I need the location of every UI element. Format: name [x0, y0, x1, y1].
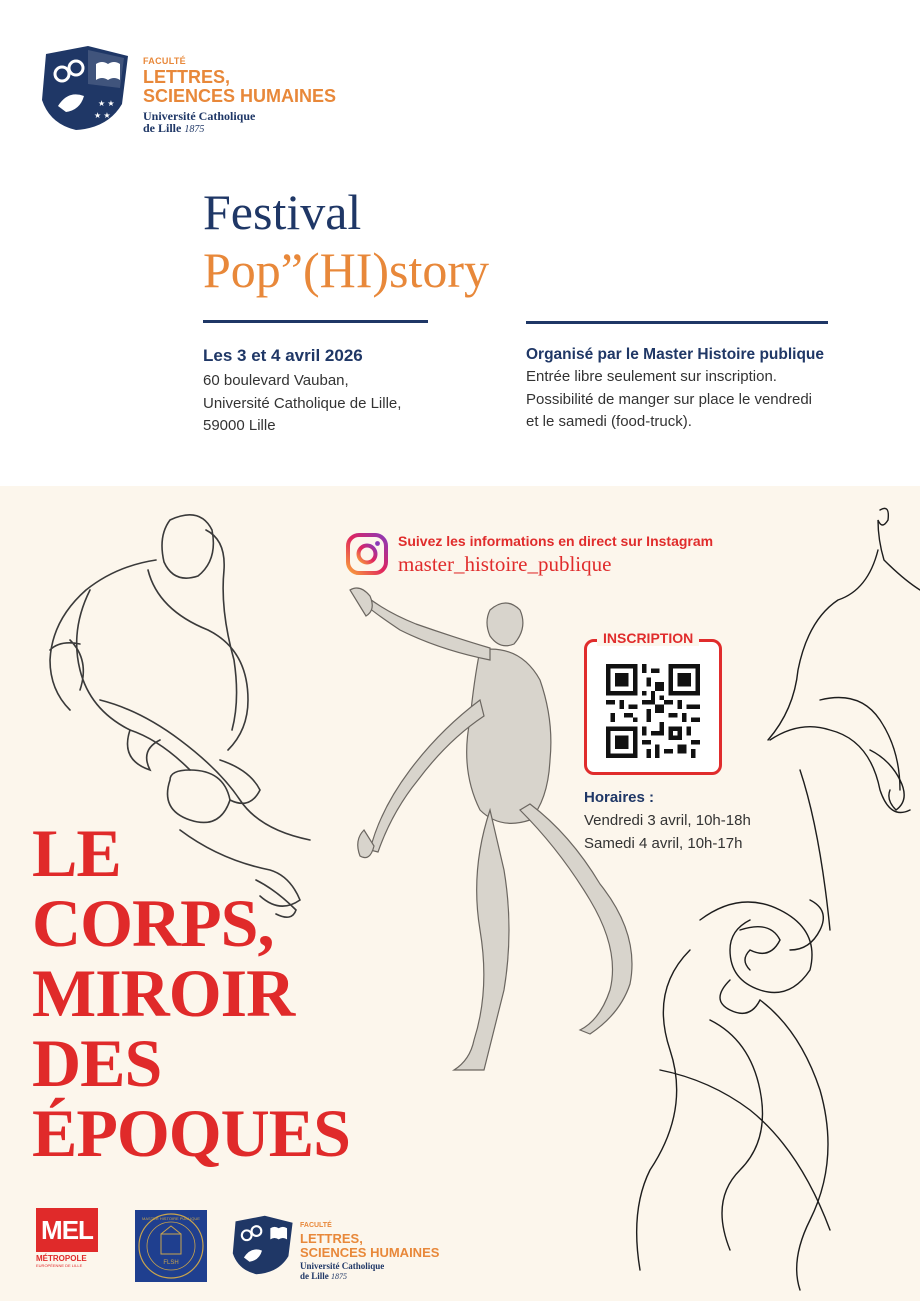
right-divider — [526, 321, 828, 324]
info-line: et le samedi (food-truck). — [526, 413, 692, 430]
left-divider — [203, 320, 428, 323]
qr-code[interactable] — [605, 664, 701, 758]
address-line: 59000 Lille — [203, 417, 276, 434]
footer-faculty-name-line2: SCIENCES HUMAINES — [300, 1245, 440, 1260]
master-histoire-seal — [135, 1210, 207, 1282]
seal-text: MASTER HISTOIRE PUBLIQUE — [142, 1216, 200, 1221]
horaire-line: Vendredi 3 avril, 10h-18h — [584, 812, 751, 829]
right-info-block — [526, 346, 824, 434]
address-line: 60 boulevard Vauban, — [203, 372, 349, 389]
main-title-line: MIROIR — [32, 955, 295, 1031]
mel-logo — [36, 1208, 98, 1268]
instagram-icon[interactable] — [345, 532, 389, 576]
faculty-name-line1: LETTRES, — [143, 67, 231, 87]
organizer-heading: Organisé par le Master Histoire publique — [526, 346, 825, 363]
festival-title-line1: Festival — [203, 184, 362, 240]
seal-sub: FLSH — [163, 1260, 179, 1266]
instagram-caption: Suivez les informations en direct sur Instagram — [398, 533, 714, 549]
left-info-block — [203, 346, 401, 438]
footer-faculty-name — [300, 1232, 439, 1260]
mel-logo-sub: MÉTROPOLE — [36, 1254, 87, 1263]
horaire-line: Samedi 4 avril, 10h-17h — [584, 834, 743, 852]
main-title-line: CORPS, — [32, 885, 274, 961]
mel-logo-mark: MEL — [36, 1208, 98, 1252]
footer-faculty-label-small: FACULTÉ — [300, 1222, 332, 1229]
horaires-list — [584, 810, 751, 855]
svg-text:★ ★: ★ ★ — [98, 99, 115, 108]
faculty-shield-logo-footer — [230, 1214, 294, 1276]
main-title — [32, 815, 350, 1171]
university-name-line1: Université Catholique — [143, 109, 256, 123]
main-title-line: DES — [32, 1025, 162, 1101]
line-figure-sketch-right — [760, 500, 920, 940]
mel-logo-sub2: EUROPÉENNE DE LILLE — [36, 1263, 83, 1268]
event-dates: Les 3 et 4 avril 2026 — [203, 346, 363, 365]
inscription-label: INSCRIPTION — [597, 630, 699, 646]
footer-university-name-line2: de Lille — [300, 1270, 329, 1281]
festival-title-line2: Pop”(HI)story — [203, 242, 490, 298]
university-name-line2: de Lille — [143, 121, 182, 135]
university-name — [143, 110, 255, 136]
info-line: Possibilité de manger sur place le vendredi — [526, 390, 812, 408]
main-title-line: LE — [32, 815, 121, 891]
info-line: Entrée libre seulement sur inscription. — [526, 368, 777, 385]
horaires-heading: Horaires : — [584, 789, 655, 806]
university-year: 1875 — [184, 124, 205, 135]
main-title-line: ÉPOQUES — [32, 1095, 350, 1171]
inscription-qr-frame[interactable] — [584, 639, 722, 775]
faculty-name-line2: SCIENCES HUMAINES — [143, 86, 337, 106]
footer-university-name — [300, 1262, 384, 1281]
faculty-name — [143, 68, 336, 106]
faculty-label-small: FACULTÉ — [143, 56, 186, 66]
footer-university-year: 1875 — [331, 1271, 347, 1281]
footer-university-name-line1: Université Catholique — [300, 1261, 385, 1271]
instagram-handle[interactable]: master_histoire_publique — [398, 552, 612, 576]
footer-faculty-name-line1: LETTRES, — [300, 1231, 363, 1246]
faculty-shield-logo — [38, 44, 130, 132]
address-line: Université Catholique de Lille, — [203, 394, 402, 412]
svg-text:★ ★: ★ ★ — [94, 111, 111, 120]
line-figure-sketch-bottom — [630, 890, 920, 1300]
